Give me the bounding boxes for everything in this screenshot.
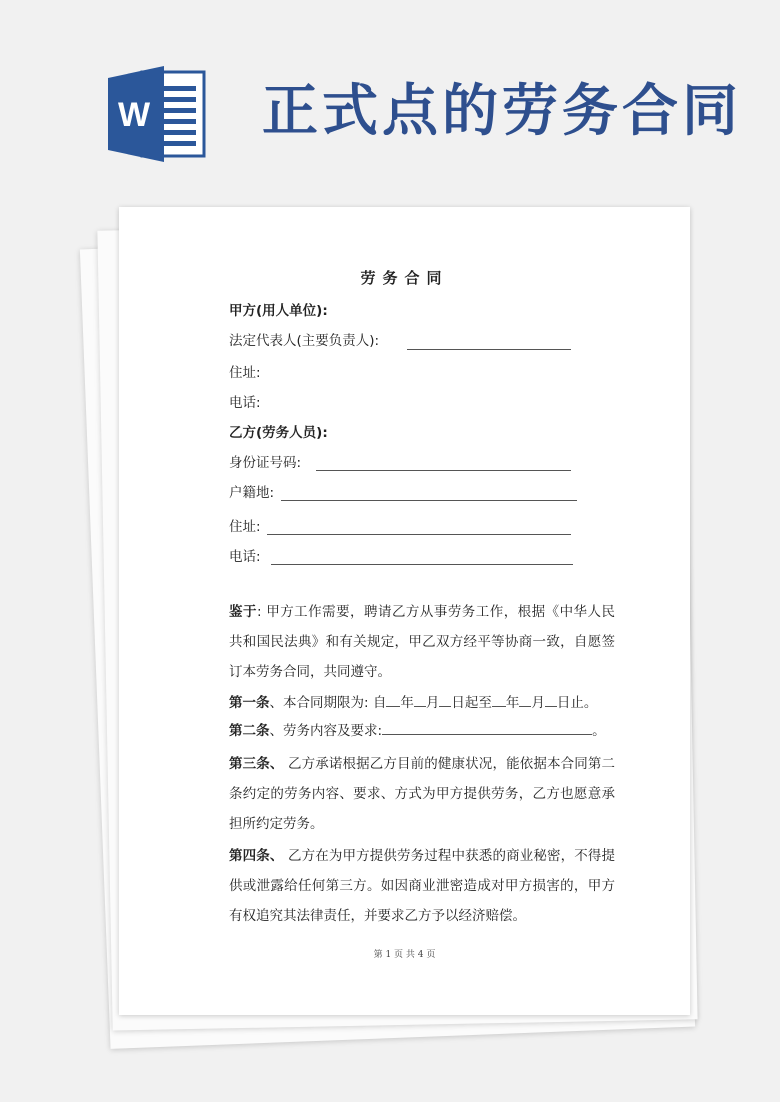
article-4-term: 第四条、 xyxy=(229,848,284,864)
party-a-address-label: 住址: xyxy=(229,365,261,381)
whereas-paragraph xyxy=(229,597,615,687)
blank xyxy=(382,722,592,735)
rep-field-line xyxy=(407,349,571,350)
rep-label: 法定代表人(主要负责人): xyxy=(229,333,380,349)
hukou-field-line xyxy=(281,500,577,501)
article-2-text: 、劳务内容及要求: xyxy=(269,723,383,739)
article-2-term: 第二条 xyxy=(229,723,270,739)
page-title: 正式点的劳务合同 xyxy=(262,79,742,144)
blank xyxy=(519,694,531,707)
party-b-phone-label: 电话: xyxy=(229,549,261,565)
party-a-heading: 甲方(用人单位): xyxy=(229,303,328,319)
word-icon-letter: W xyxy=(117,96,151,134)
party-a-phone-label: 电话: xyxy=(229,395,261,411)
phone-field-line xyxy=(271,564,573,565)
blank xyxy=(386,694,400,707)
document-page xyxy=(119,207,690,1015)
blank xyxy=(414,694,426,707)
blank xyxy=(492,694,506,707)
article-2-end: 。 xyxy=(592,723,606,739)
party-b-heading: 乙方(劳务人员): xyxy=(229,425,328,441)
id-label: 身份证号码: xyxy=(229,455,302,471)
id-field-line xyxy=(316,470,571,471)
year-label: 年 xyxy=(505,695,520,711)
article-3 xyxy=(229,749,615,839)
whereas-text: : 甲方工作需要，聘请乙方从事劳务工作，根据《中华人民共和国民法典》和有关规定，甲乙双方经平等协商一致，自愿签订本劳务合同，共同遵守。 xyxy=(229,604,615,680)
year-label: 年 xyxy=(400,695,414,711)
header xyxy=(0,0,780,200)
article-4 xyxy=(229,841,615,931)
article-3-text: 乙方承诺根据乙方目前的健康状况，能依据本合同第二条约定的劳务内容、要求、方式为甲方提供劳务，乙方也愿意承担所约定劳务。 xyxy=(229,756,615,832)
word-icon xyxy=(108,66,208,162)
document-title: 劳务合同 xyxy=(360,269,449,287)
article-2 xyxy=(229,719,606,739)
month-label: 月 xyxy=(531,695,545,711)
address-field-line xyxy=(267,534,571,535)
whereas-term: 鉴于 xyxy=(229,604,257,620)
article-3-term: 第三条、 xyxy=(229,756,284,772)
month-label: 月 xyxy=(425,695,440,711)
article-1-text: 、本合同期限为: 自 xyxy=(269,695,387,711)
article-1 xyxy=(229,691,597,711)
hukou-label: 户籍地: xyxy=(229,485,275,501)
article-1-term: 第一条 xyxy=(229,695,270,711)
day-label: 日起至 xyxy=(451,695,492,711)
blank xyxy=(545,694,557,707)
day-label: 日止。 xyxy=(556,695,598,711)
party-b-address-label: 住址: xyxy=(229,519,261,535)
blank xyxy=(439,694,451,707)
page-footer: 第 1 页 共 4 页 xyxy=(373,950,436,960)
article-4-text: 乙方在为甲方提供劳务过程中获悉的商业秘密，不得提供或泄露给任何第三方。如因商业泄密造成对甲方损害的，甲方有权追究其法律责任，并要求乙方予以经济赔偿。 xyxy=(229,848,615,924)
